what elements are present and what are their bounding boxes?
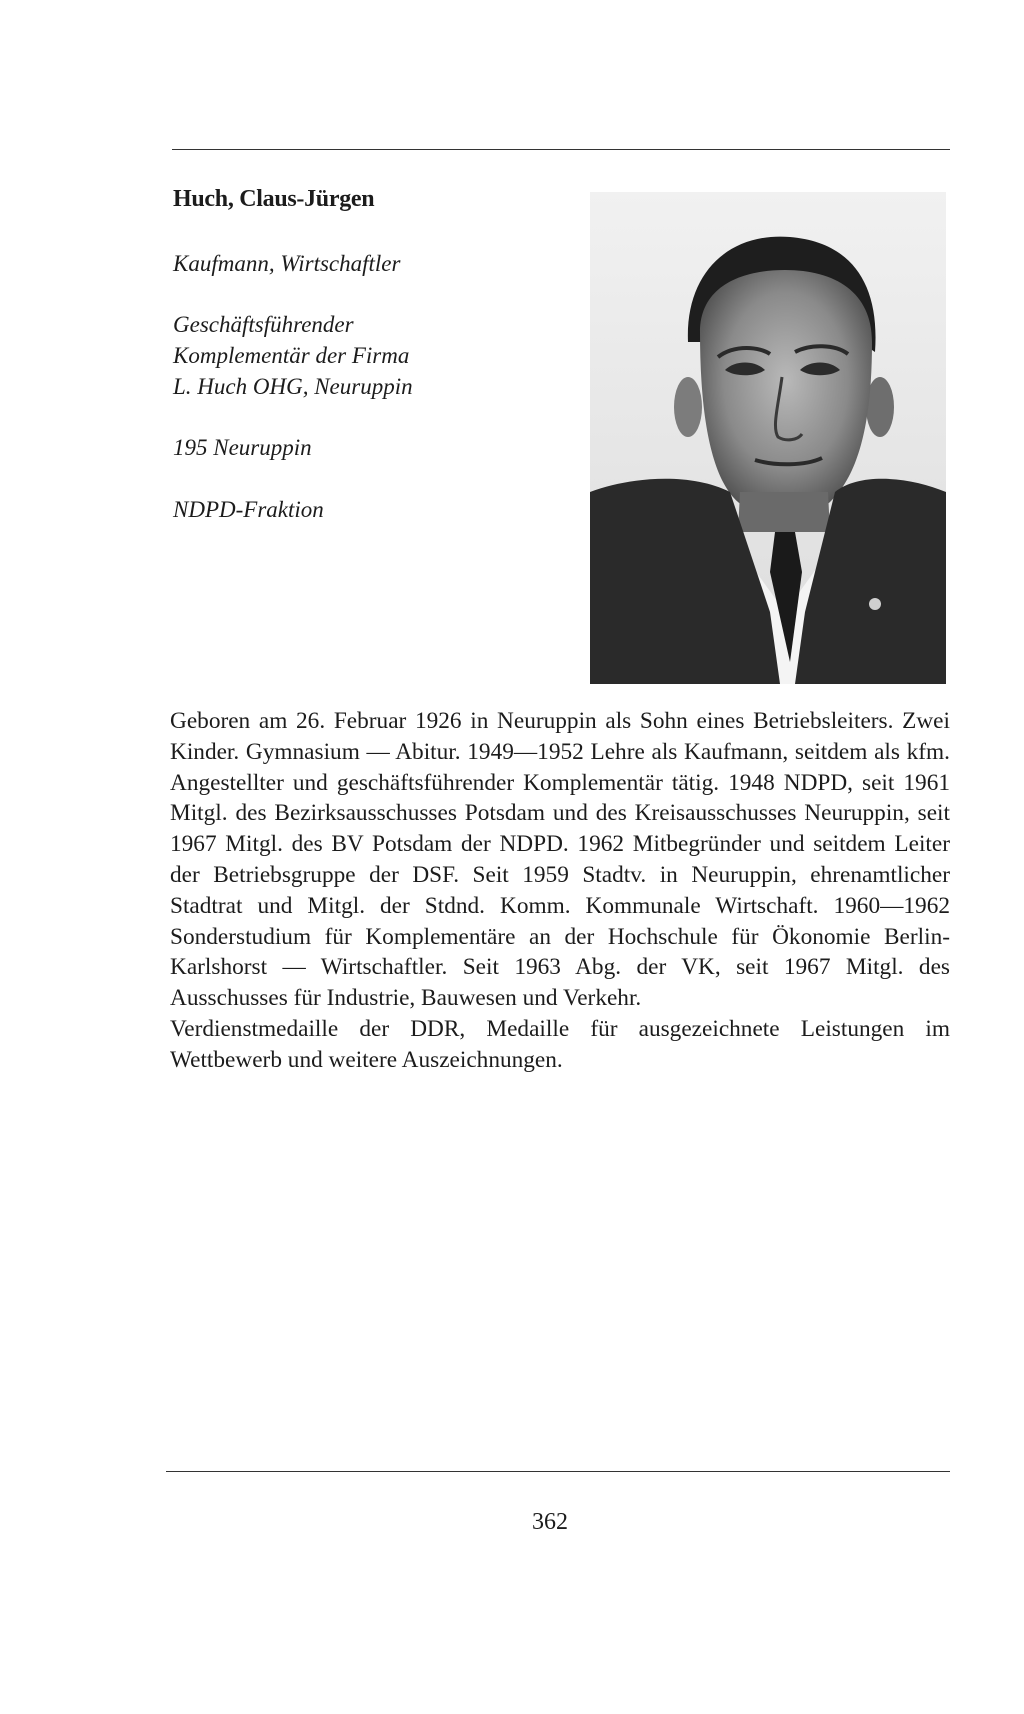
entry-position	[173, 309, 413, 402]
neck	[738, 492, 830, 532]
left-ear	[674, 377, 702, 437]
top-divider	[172, 149, 950, 150]
position-line: Komplementär der Firma	[173, 343, 410, 368]
biography-awards: Verdienstmedaille der DDR, Medaille für ausgezeichnete Leistungen im Wettbewerb und weitere Auszeichnungen.	[170, 1015, 950, 1073]
position-line: Geschäftsführender	[173, 312, 354, 337]
position-line: L. Huch OHG, Neuruppin	[173, 374, 413, 399]
entry-name: Huch, Claus-Jürgen	[173, 186, 375, 212]
portrait-photo	[590, 192, 946, 684]
bottom-divider	[166, 1471, 950, 1472]
biography-paragraph: Geboren am 26. Februar 1926 in Neuruppin als Sohn eines Betriebsleiters. Zwei Kinder. Gymnasium — Abitur. 1949—1952 Lehre als Kaufmann, seitdem als kfm. Angestellter und geschäftsführender Komplementär tätig. 1948 NDPD, seit 1961 Mitgl. des Bezirksausschusses Potsdam und des Kreisausschusses Neuruppin, seit 1967 Mitgl. des BV Potsdam der NDPD. 1962 Mitbegründer und seitdem Leiter der Betriebsgruppe der DSF. Seit 1959 Stadtv. in Neuruppin, ehrenamtlicher Stadtrat und Mitgl. der Stdnd. Komm. Kommunale Wirtschaft. 1960—1962 Sonderstudium für Komplementäre an der Hochschule für Ökonomie Berlin-Karlshorst — Wirtschaftler. Seit 1963 Abg. der VK, seit 1967 Mitgl. des Ausschusses für Industrie, Bauwesen und Verkehr.	[170, 708, 950, 1012]
page-number: 362	[532, 1509, 568, 1535]
face	[700, 270, 872, 516]
lapel-pin	[869, 598, 881, 610]
entry-address: 195 Neuruppin	[173, 435, 312, 460]
biography	[170, 706, 950, 1076]
entry-faction: NDPD-Fraktion	[173, 497, 324, 522]
entry-profession: Kaufmann, Wirtschaftler	[173, 251, 401, 276]
